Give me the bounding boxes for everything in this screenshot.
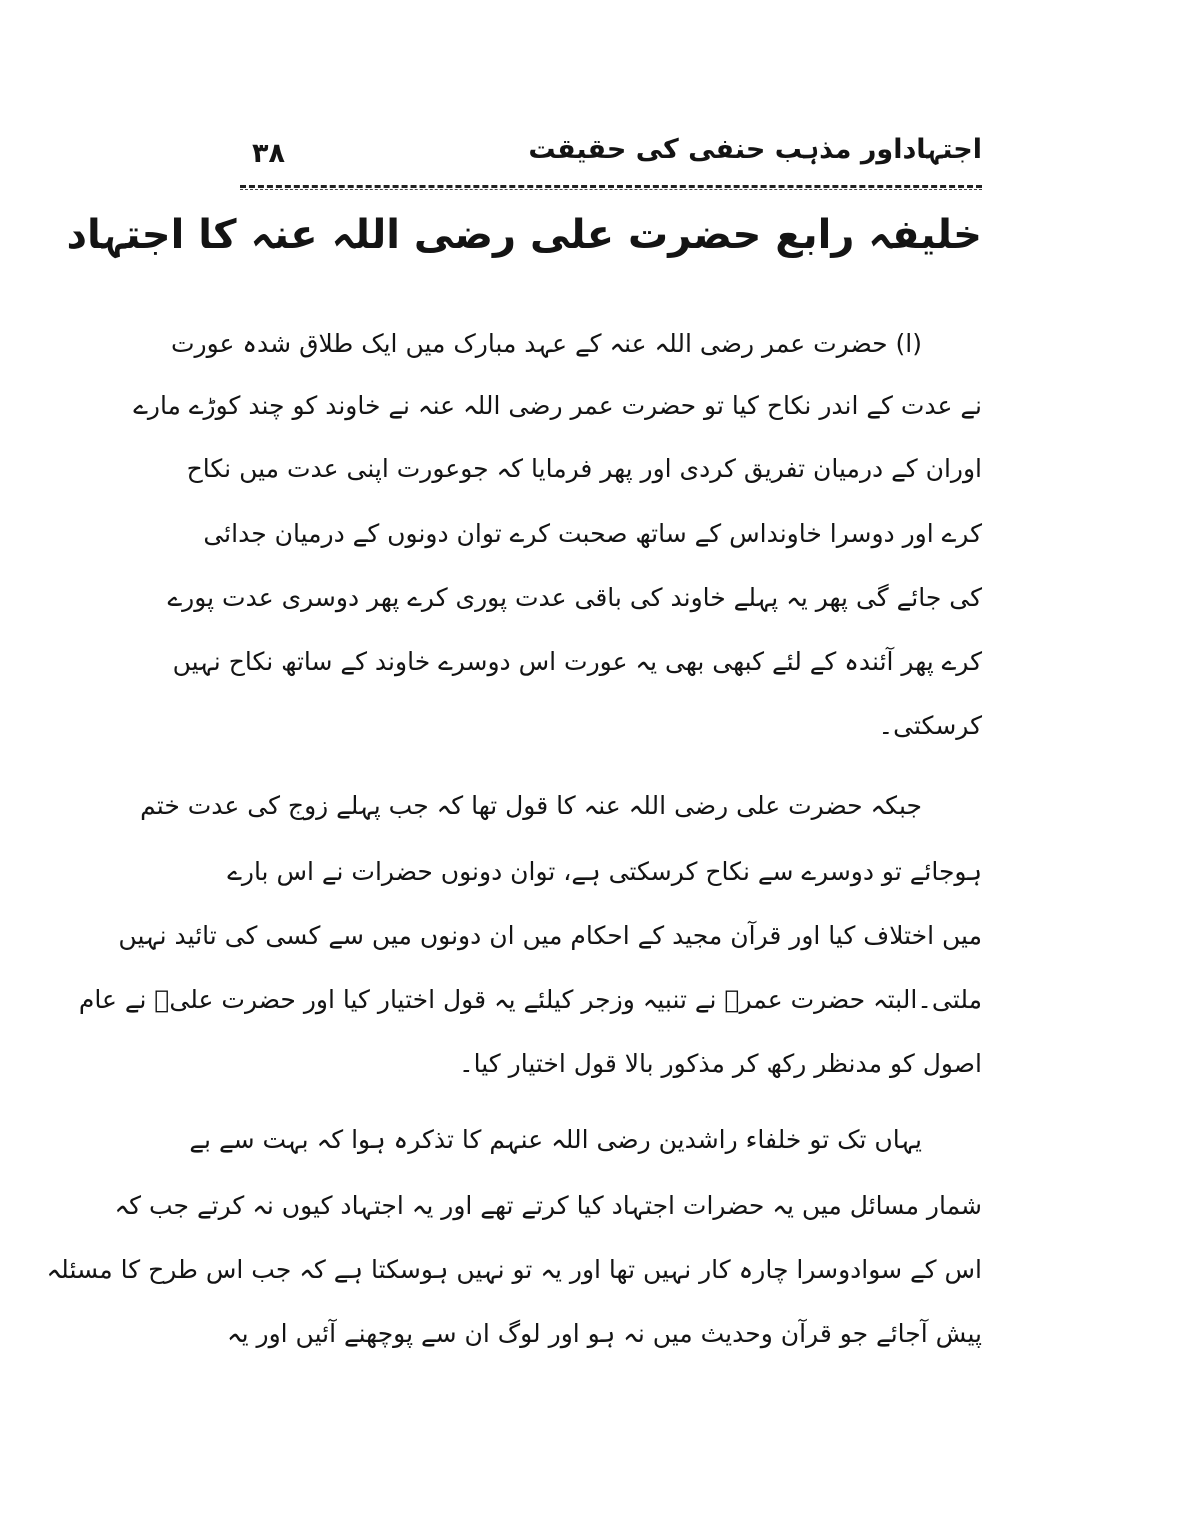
text-line: کرے اور دوسرا خاونداس کے ساتھ صحبت کرے توان دونوں کے درمیان جدائی: [203, 519, 982, 548]
text-line: پیش آجائے جو قرآن وحدیث میں نہ ہو اور لوگ ان سے پوچھنے آئیں اور یہ: [226, 1319, 982, 1348]
header-divider: [240, 185, 982, 188]
page-header: [240, 132, 982, 180]
text-line: کرے پھر آئندہ کے لئے کبھی بھی یہ عورت اس دوسرے خاوند کے ساتھ نکاح نہیں: [172, 647, 982, 676]
text-line: جبکہ حضرت علی رضی اللہ عنہ کا قول تھا کہ جب پہلے زوج کی عدت ختم: [140, 791, 922, 820]
page-number: ۳۸: [252, 138, 285, 169]
text-line: یہاں تک تو خلفاء راشدین رضی اللہ عنہم کا تذکرہ ہوا کہ بہت سے بے: [189, 1125, 922, 1154]
text-line: اوران کے درمیان تفریق کردی اور پھر فرمایا کہ جوعورت اپنی عدت میں نکاح: [186, 454, 982, 483]
text-line: ملتی۔البتہ حضرت عمرؓ نے تنبیہ وزجر کیلئے یہ قول اختیار کیا اور حضرت علیؓ نے عام: [78, 985, 982, 1014]
text-line: نے عدت کے اندر نکاح کیا تو حضرت عمر رضی اللہ عنہ نے خاوند کو چند کوڑے مارے: [133, 391, 982, 420]
text-line: اصول کو مدنظر رکھ کر مذکور بالا قول اختیار کیا۔: [459, 1049, 982, 1078]
running-title: اجتہاداور مذہب حنفی کی حقیقت: [528, 134, 982, 165]
text-line: کرسکتی۔: [878, 711, 982, 740]
text-line: (ا) حضرت عمر رضی اللہ عنہ کے عہد مبارک میں ایک طلاق شدہ عورت: [171, 329, 922, 358]
chapter-title: خلیفہ رابع حضرت علی رضی اللہ عنہ کا اجتہاد: [66, 212, 982, 258]
text-line: ہوجائے تو دوسرے سے نکاح کرسکتی ہے، توان دونوں حضرات نے اس بارے: [227, 857, 982, 886]
header-divider-thin: [240, 189, 982, 190]
text-line: میں اختلاف کیا اور قرآن مجید کے احکام میں ان دونوں میں سے کسی کی تائید نہیں: [118, 921, 982, 950]
text-line: اس کے سوادوسرا چارہ کار نہیں تھا اور یہ تو نہیں ہوسکتا ہے کہ جب اس طرح کا مسئلہ: [46, 1255, 982, 1284]
text-line: کی جائے گی پھر یہ پہلے خاوند کی باقی عدت پوری کرے پھر دوسری عدت پورے: [167, 583, 982, 612]
text-line: شمار مسائل میں یہ حضرات اجتہاد کیا کرتے تھے اور یہ اجتہاد کیوں نہ کرتے جب کہ: [114, 1191, 982, 1220]
